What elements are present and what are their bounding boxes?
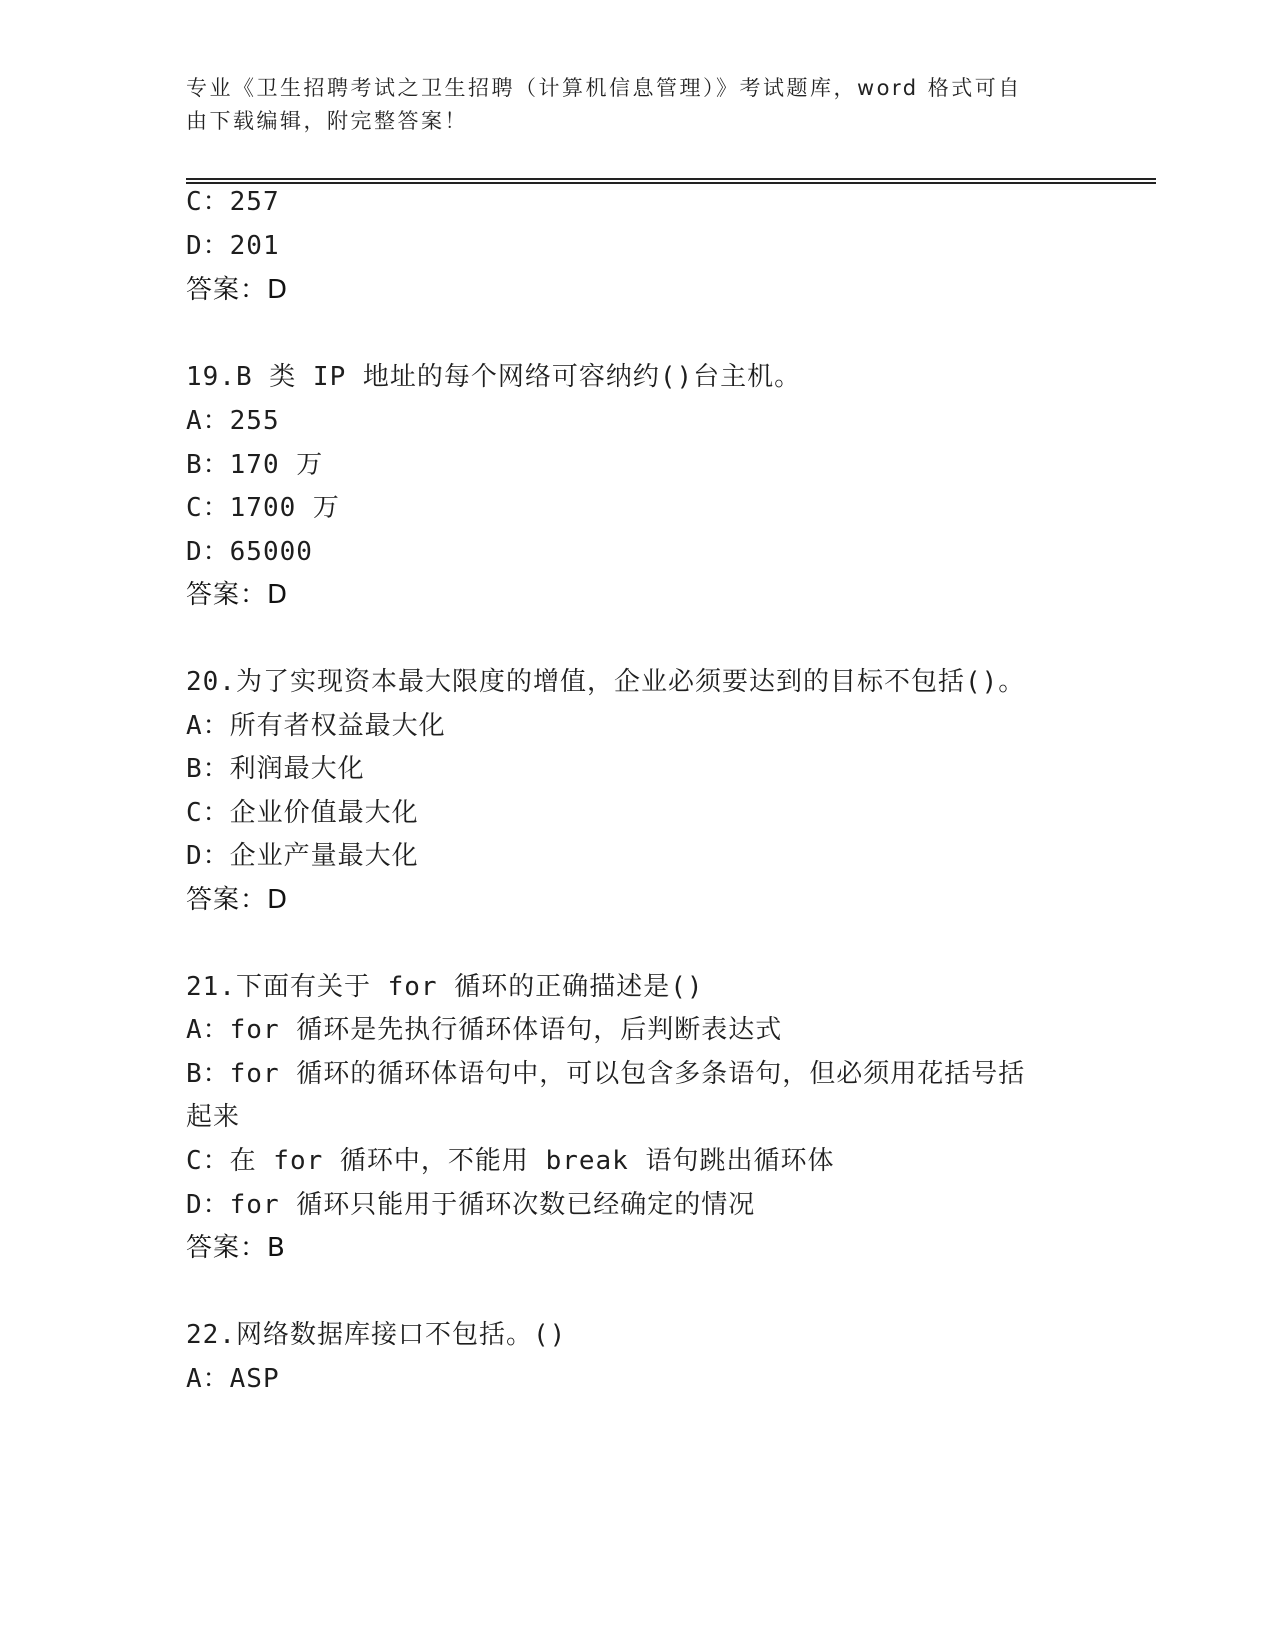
answer-line: 答案：D (186, 275, 289, 305)
option-d: D：for 循环只能用于循环次数已经确定的情况 (186, 1190, 756, 1220)
option-b: B：利润最大化 (186, 754, 365, 784)
answer-line: 答案：B (186, 1233, 286, 1263)
option-a: A：所有者权益最大化 (186, 711, 446, 741)
option-c: C：257 (186, 187, 280, 217)
header-line-1: 专业《卫生招聘考试之卫生招聘（计算机信息管理）》考试题库，word 格式可自 (186, 76, 1022, 100)
header-line-2: 由下载编辑，附完整答案！ (186, 109, 468, 133)
option-b: B：170 万 (186, 450, 324, 480)
option-c: C：在 for 循环中，不能用 break 语句跳出循环体 (186, 1146, 835, 1176)
option-b: B：for 循环的循环体语句中，可以包含多条语句，但必须用花括号括 (186, 1059, 1026, 1089)
option-a: A：255 (186, 406, 280, 436)
header-double-rule (186, 178, 1156, 184)
document-header (186, 72, 1066, 138)
option-d: D：201 (186, 231, 280, 261)
question-stem-21: 21.下面有关于 for 循环的正确描述是() (186, 972, 704, 1002)
answer-line: 答案：D (186, 580, 289, 610)
option-a: A：for 循环是先执行循环体语句，后判断表达式 (186, 1015, 783, 1045)
answer-line: 答案：D (186, 885, 289, 915)
option-c: C：企业价值最大化 (186, 798, 419, 828)
question-stem-20: 20.为了实现资本最大限度的增值，企业必须要达到的目标不包括()。 (186, 667, 1026, 697)
option-c: C：1700 万 (186, 493, 340, 523)
option-b-continuation: 起来 (186, 1102, 241, 1132)
question-stem-22: 22.网络数据库接口不包括。() (186, 1320, 567, 1350)
option-d: D：65000 (186, 537, 313, 567)
header-rule-line-top (186, 178, 1156, 180)
question-stem-19: 19.B 类 IP 地址的每个网络可容纳约()台主机。 (186, 362, 802, 392)
option-a: A：ASP (186, 1364, 280, 1394)
header-rule-line-bottom (186, 182, 1156, 184)
option-d: D：企业产量最大化 (186, 841, 419, 871)
